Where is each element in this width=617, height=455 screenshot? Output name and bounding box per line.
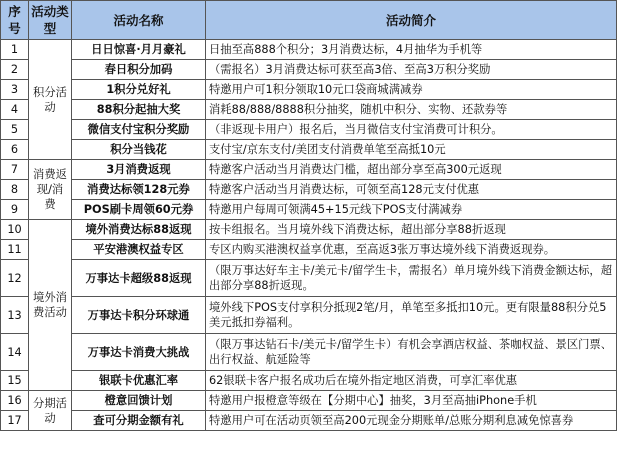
- activity-name: 微信支付宝积分奖励: [72, 120, 206, 140]
- activity-desc: 特邀用户每周可领满45+15元线下POS支付满减券: [206, 200, 617, 220]
- category-overseas: 境外消费活动: [29, 220, 72, 391]
- activity-name: 银联卡优惠汇率: [72, 371, 206, 391]
- row-no: 1: [1, 40, 29, 60]
- row-no: 10: [1, 220, 29, 240]
- activity-desc: （非返现卡用户）报名后，当月微信支付宝消费可计积分。: [206, 120, 617, 140]
- row-no: 3: [1, 80, 29, 100]
- activity-name: 消费达标领128元券: [72, 180, 206, 200]
- table-row: [1, 220, 617, 240]
- row-no: 5: [1, 120, 29, 140]
- activity-name: 万事达卡超级88返现: [72, 260, 206, 297]
- table-row: [1, 371, 617, 391]
- activity-desc: 专区内购买港澳权益享优惠，至高返3张万事达境外线下消费返现券。: [206, 240, 617, 260]
- table-row: [1, 200, 617, 220]
- row-no: 7: [1, 160, 29, 180]
- activity-desc: （限万事达钻石卡/美元卡/留学生卡）有机会享酒店权益、茶咖权益、景区门票、出行权益、航延险等: [206, 334, 617, 371]
- activity-name: 积分当钱花: [72, 140, 206, 160]
- row-no: 16: [1, 391, 29, 411]
- table-row: [1, 120, 617, 140]
- row-no: 8: [1, 180, 29, 200]
- activity-desc: 消耗88/888/8888积分抽奖，随机中积分、实物、还款券等: [206, 100, 617, 120]
- table-row: [1, 180, 617, 200]
- row-no: 13: [1, 297, 29, 334]
- table-row: [1, 160, 617, 180]
- header-type: 活动类型: [29, 1, 72, 40]
- activity-name: POS刷卡周领60元券: [72, 200, 206, 220]
- table-row: [1, 297, 617, 334]
- header-desc: 活动简介: [206, 1, 617, 40]
- category-installment: 分期活动: [29, 391, 72, 431]
- header-no: 序号: [1, 1, 29, 40]
- table-row: [1, 411, 617, 431]
- row-no: 11: [1, 240, 29, 260]
- table-row: [1, 240, 617, 260]
- row-no: 9: [1, 200, 29, 220]
- table-row: [1, 60, 617, 80]
- activity-name: 日日惊喜·月月豪礼: [72, 40, 206, 60]
- activity-desc: 支付宝/京东支付/美团支付消费单笔至高抵10元: [206, 140, 617, 160]
- activity-desc: 按卡组报名。当月境外线下消费达标，超出部分享88折返现: [206, 220, 617, 240]
- activity-name: 3月消费返现: [72, 160, 206, 180]
- header-name: 活动名称: [72, 1, 206, 40]
- table-row: [1, 334, 617, 371]
- activity-desc: 62银联卡客户报名成功后在境外指定地区消费，可享汇率优惠: [206, 371, 617, 391]
- activity-desc: （需报名）3月消费达标可获至高3倍、至高3万积分奖励: [206, 60, 617, 80]
- activity-name: 春日积分加码: [72, 60, 206, 80]
- activity-name: 平安港澳权益专区: [72, 240, 206, 260]
- activity-name: 查可分期金额有礼: [72, 411, 206, 431]
- activity-desc: 特邀客户活动当月消费达门槛，超出部分享至高300元返现: [206, 160, 617, 180]
- row-no: 12: [1, 260, 29, 297]
- activity-desc: 境外线下POS支付享积分抵现2笔/月，单笔至多抵扣10元。更有限量88积分兑5美元抵扣券福利。: [206, 297, 617, 334]
- table-row: [1, 140, 617, 160]
- category-cashback: 消费返现/消费: [29, 160, 72, 220]
- activity-desc: 特邀客户活动当月消费达标，可领至高128元支付优惠: [206, 180, 617, 200]
- category-points: 积分活动: [29, 40, 72, 160]
- activity-desc: 特邀用户可在活动页领至高200元现金分期账单/总账分期利息减免惊喜券: [206, 411, 617, 431]
- table-row: [1, 80, 617, 100]
- header-row: [1, 1, 617, 40]
- row-no: 17: [1, 411, 29, 431]
- activity-name: 橙意回馈计划: [72, 391, 206, 411]
- activity-desc: 日抽至高888个积分；3月消费达标，4月抽华为手机等: [206, 40, 617, 60]
- row-no: 15: [1, 371, 29, 391]
- activity-name: 万事达卡消费大挑战: [72, 334, 206, 371]
- table-row: [1, 40, 617, 60]
- activity-desc: 特邀用户报橙意等级在【分期中心】抽奖，3月至高抽iPhone手机: [206, 391, 617, 411]
- activity-name: 境外消费达标88返现: [72, 220, 206, 240]
- activity-name: 1积分兑好礼: [72, 80, 206, 100]
- table-row: [1, 100, 617, 120]
- row-no: 14: [1, 334, 29, 371]
- activity-desc: 特邀用户可1积分领取10元口袋商城满减券: [206, 80, 617, 100]
- activity-desc: （限万事达好车主卡/美元卡/留学生卡，需报名）单月境外线下消费金额达标，超出部分享88折返现。: [206, 260, 617, 297]
- activity-name: 88积分起抽大奖: [72, 100, 206, 120]
- table-row: [1, 391, 617, 411]
- table-row: [1, 260, 617, 297]
- row-no: 4: [1, 100, 29, 120]
- row-no: 6: [1, 140, 29, 160]
- row-no: 2: [1, 60, 29, 80]
- activity-name: 万事达卡积分环球通: [72, 297, 206, 334]
